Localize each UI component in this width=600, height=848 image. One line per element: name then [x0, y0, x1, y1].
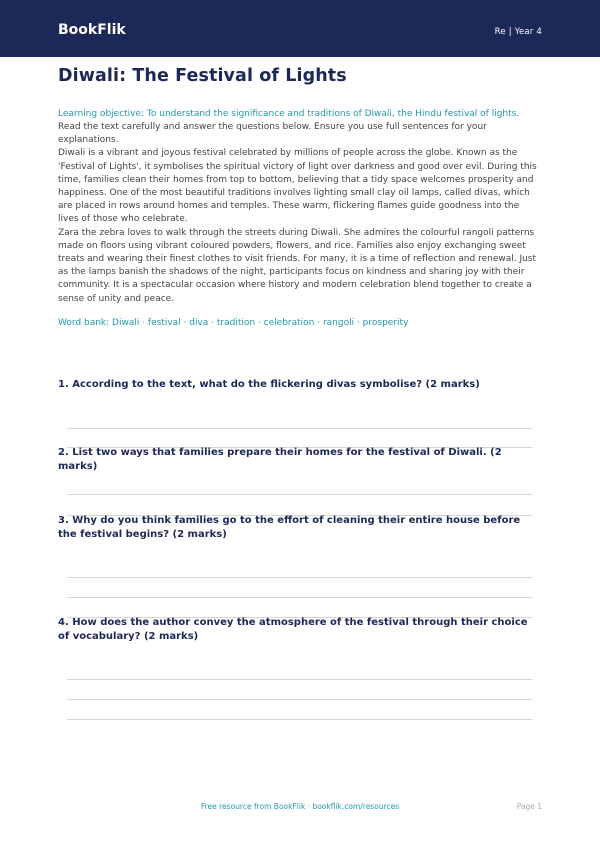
passage-paragraph-2: Zara the zebra loves to walk through the streets during Diwali. She admires the colourful rangoli patterns made on floors using vibrant coloured powders, flowers, and rice. Families also enjoy exchanging sweet treats and wearing their finest clothes to visit friends. For many, it is a time of reflection and renewal. Just as the lamps banish the shadows of the night, participants focus on kindness and sharing joy with their community. It is a spectacular occasion where history and modern celebration blend together to create a sense of unity and peace. [58, 227, 537, 304]
question-2-text: 2. List two ways that families prepare their homes for the festival of Diwali. (2 marks) [58, 447, 502, 472]
subject-year-label: Re | Year 4 [494, 27, 542, 37]
question-1 [58, 378, 542, 392]
answer-line[interactable] [67, 719, 532, 720]
answer-line[interactable] [67, 494, 532, 495]
header-bar [0, 0, 600, 57]
question-1-text: 1. According to the text, what do the flickering divas symbolise? (2 marks) [58, 379, 480, 390]
page-title: Diwali: The Festival of Lights [58, 66, 347, 86]
question-3 [58, 514, 542, 542]
answer-line[interactable] [67, 428, 532, 429]
word-bank: Word bank: Diwali · festival · diva · tradition · celebration · rangoli · prosperity [58, 317, 409, 328]
answer-line[interactable] [67, 699, 532, 700]
page-number: Page 1 [516, 802, 542, 811]
answer-line[interactable] [67, 597, 532, 598]
answer-line[interactable] [67, 577, 532, 578]
reading-section [58, 66, 542, 328]
question-4 [58, 616, 542, 644]
learning-objective: Learning objective: To understand the significance and traditions of Diwali, the Hindu festival of lights. [58, 109, 520, 119]
question-4-text: 4. How does the author convey the atmosphere of the festival through their choice of vocabulary? (2 marks) [58, 617, 528, 642]
answer-line[interactable] [67, 679, 532, 680]
question-3-text: 3. Why do you think families go to the effort of cleaning their entire house before the festival begins? (2 marks) [58, 515, 521, 540]
question-2 [58, 446, 542, 474]
instructions-text: Read the text carefully and answer the questions below. Ensure you use full sentences for your explanations. [58, 122, 487, 146]
brand-logo: BookFlik [58, 22, 126, 38]
footer-credit: Free resource from BookFlik · bookflik.com/resources [200, 802, 400, 811]
passage-paragraph-1: Diwali is a vibrant and joyous festival celebrated by millions of people across the globe. Known as the 'Festival of Lights', it symbolises the spiritual victory of light over darkness and good over evil. During this time, families clean their homes from top to bottom, believing that a tidy space welcomes prosperity and happiness. One of the most beautiful traditions involves lighting small clay oil lamps, called divas, which are placed in rows around homes and temples. These warm, flickering flames guide goodness into the lives of those who celebrate. [58, 148, 537, 225]
